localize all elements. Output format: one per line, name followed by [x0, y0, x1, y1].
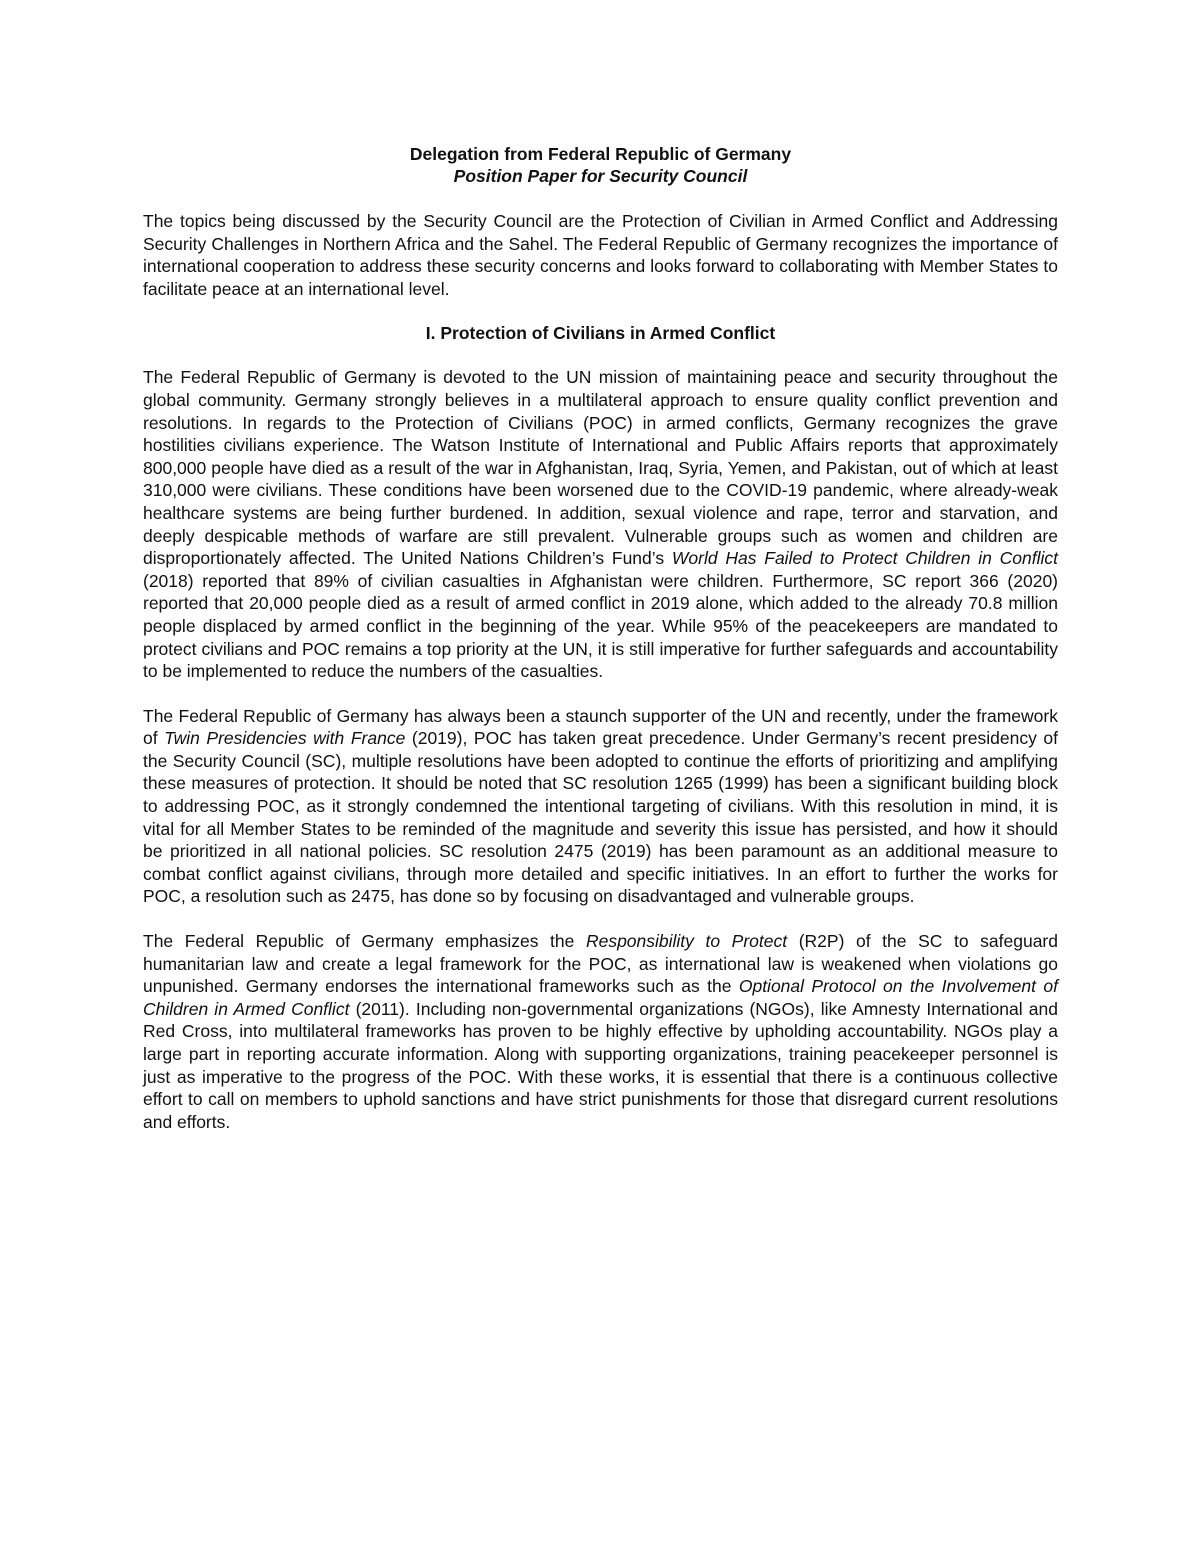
paragraph-text: (2018) reported that 89% of civilian casualties in Afghanistan were children. Furthermore, SC report 366 (2020) reported that 20,000 people died as a result of armed conflict in 2019 alone, which added to the already 70.8 million people displaced by armed conflict in the beginning of the year. While 95% of the peacekeepers are mandated to protect civilians and POC remains a top priority at the UN, it is still imperative for further safeguards and accountability to be implemented to reduce the numbers of the casualties.: [143, 570, 1058, 682]
body-paragraph-1: [143, 366, 1058, 682]
document-page: [143, 143, 1058, 1133]
intro-paragraph: The topics being discussed by the Security Council are the Protection of Civilian in Armed Conflict and Addressing Security Challenges in Northern Africa and the Sahel. The Federal Republic of Germany recognizes the importance of international cooperation to address these security concerns and looks forward to collaborating with Member States to facilitate peace at an international level.: [143, 211, 1058, 299]
cited-doctrine-title: Responsibility to Protect: [585, 931, 788, 952]
paragraph-text: (R2P) of the SC to safeguard humanitarian law and create a legal framework for the POC, as international law is weakened when violations go unpunished. Germany endorses the international frameworks such as the: [143, 931, 1058, 997]
paragraph-text: The Federal Republic of Germany has always been a staunch supporter of the UN and recently, under the framework of: [143, 705, 1058, 749]
body-paragraph-3: [143, 930, 1058, 1133]
document-subtitle: Position Paper for Security Council: [453, 166, 748, 186]
paragraph-text: (2019), POC has taken great precedence. Under Germany’s recent presidency of the Security Council (SC), multiple resolutions have been adopted to continue the efforts of prioritizing and amplifying these measures of protection. It should be noted that SC resolution 1265 (1999) has been a significant building block to addressing POC, as it strongly condemned the intentional targeting of civilians. With this resolution in mind, it is vital for all Member States to be reminded of the magnitude and severity this issue has persisted, and how it should be prioritized in all national policies. SC resolution 2475 (2019) has been paramount as an additional measure to combat conflict against civilians, through more detailed and specific initiatives. In an effort to further the works for POC, a resolution such as 2475, has done so by focusing on disadvantaged and vulnerable groups.: [143, 728, 1058, 907]
cited-protocol-title: Optional Protocol on the Involvement of Children in Armed Conflict: [143, 976, 1058, 1019]
document-title: Delegation from Federal Republic of Germany: [409, 144, 792, 164]
cited-report-title: World Has Failed to Protect Children in Conflict: [671, 548, 1058, 569]
paragraph-text: (2011). Including non-governmental organizations (NGOs), like Amnesty International and Red Cross, into multilateral frameworks has proven to be highly effective by upholding accountability. NGOs play a large part in reporting accurate information. Along with supporting organizations, training peacekeeper personnel is just as imperative to the progress of the POC. With these works, it is essential that there is a continuous collective effort to call on members to uphold sanctions and have strict punishments for those that disregard current resolutions and efforts.: [143, 998, 1058, 1132]
cited-framework-title: Twin Presidencies with France: [164, 728, 406, 749]
paragraph-text: The Federal Republic of Germany emphasizes the: [143, 931, 586, 952]
section-heading: I. Protection of Civilians in Armed Conflict: [425, 323, 776, 344]
paragraph-text: The Federal Republic of Germany is devoted to the UN mission of maintaining peace and security throughout the global community. Germany strongly believes in a multilateral approach to ensure quality conflict prevention and resolutions. In regards to the Protection of Civilians (POC) in armed conflicts, Germany recognizes the grave hostilities civilians experience. The Watson Institute of International and Public Affairs reports that approximately 800,000 people have died as a result of the war in Afghanistan, Iraq, Syria, Yemen, and Pakistan, out of which at least 310,000 were civilians. These conditions have been worsened due to the COVID-19 pandemic, where already-weak healthcare systems are being further burdened. In addition, sexual violence and rape, terror and starvation, and deeply despicable methods of warfare are still prevalent. Vulnerable groups such as women and children are disproportionately affected. The United Nations Children’s Fund’s: [143, 367, 1058, 569]
document-header: [143, 143, 1058, 187]
body-paragraph-2: [143, 705, 1058, 908]
